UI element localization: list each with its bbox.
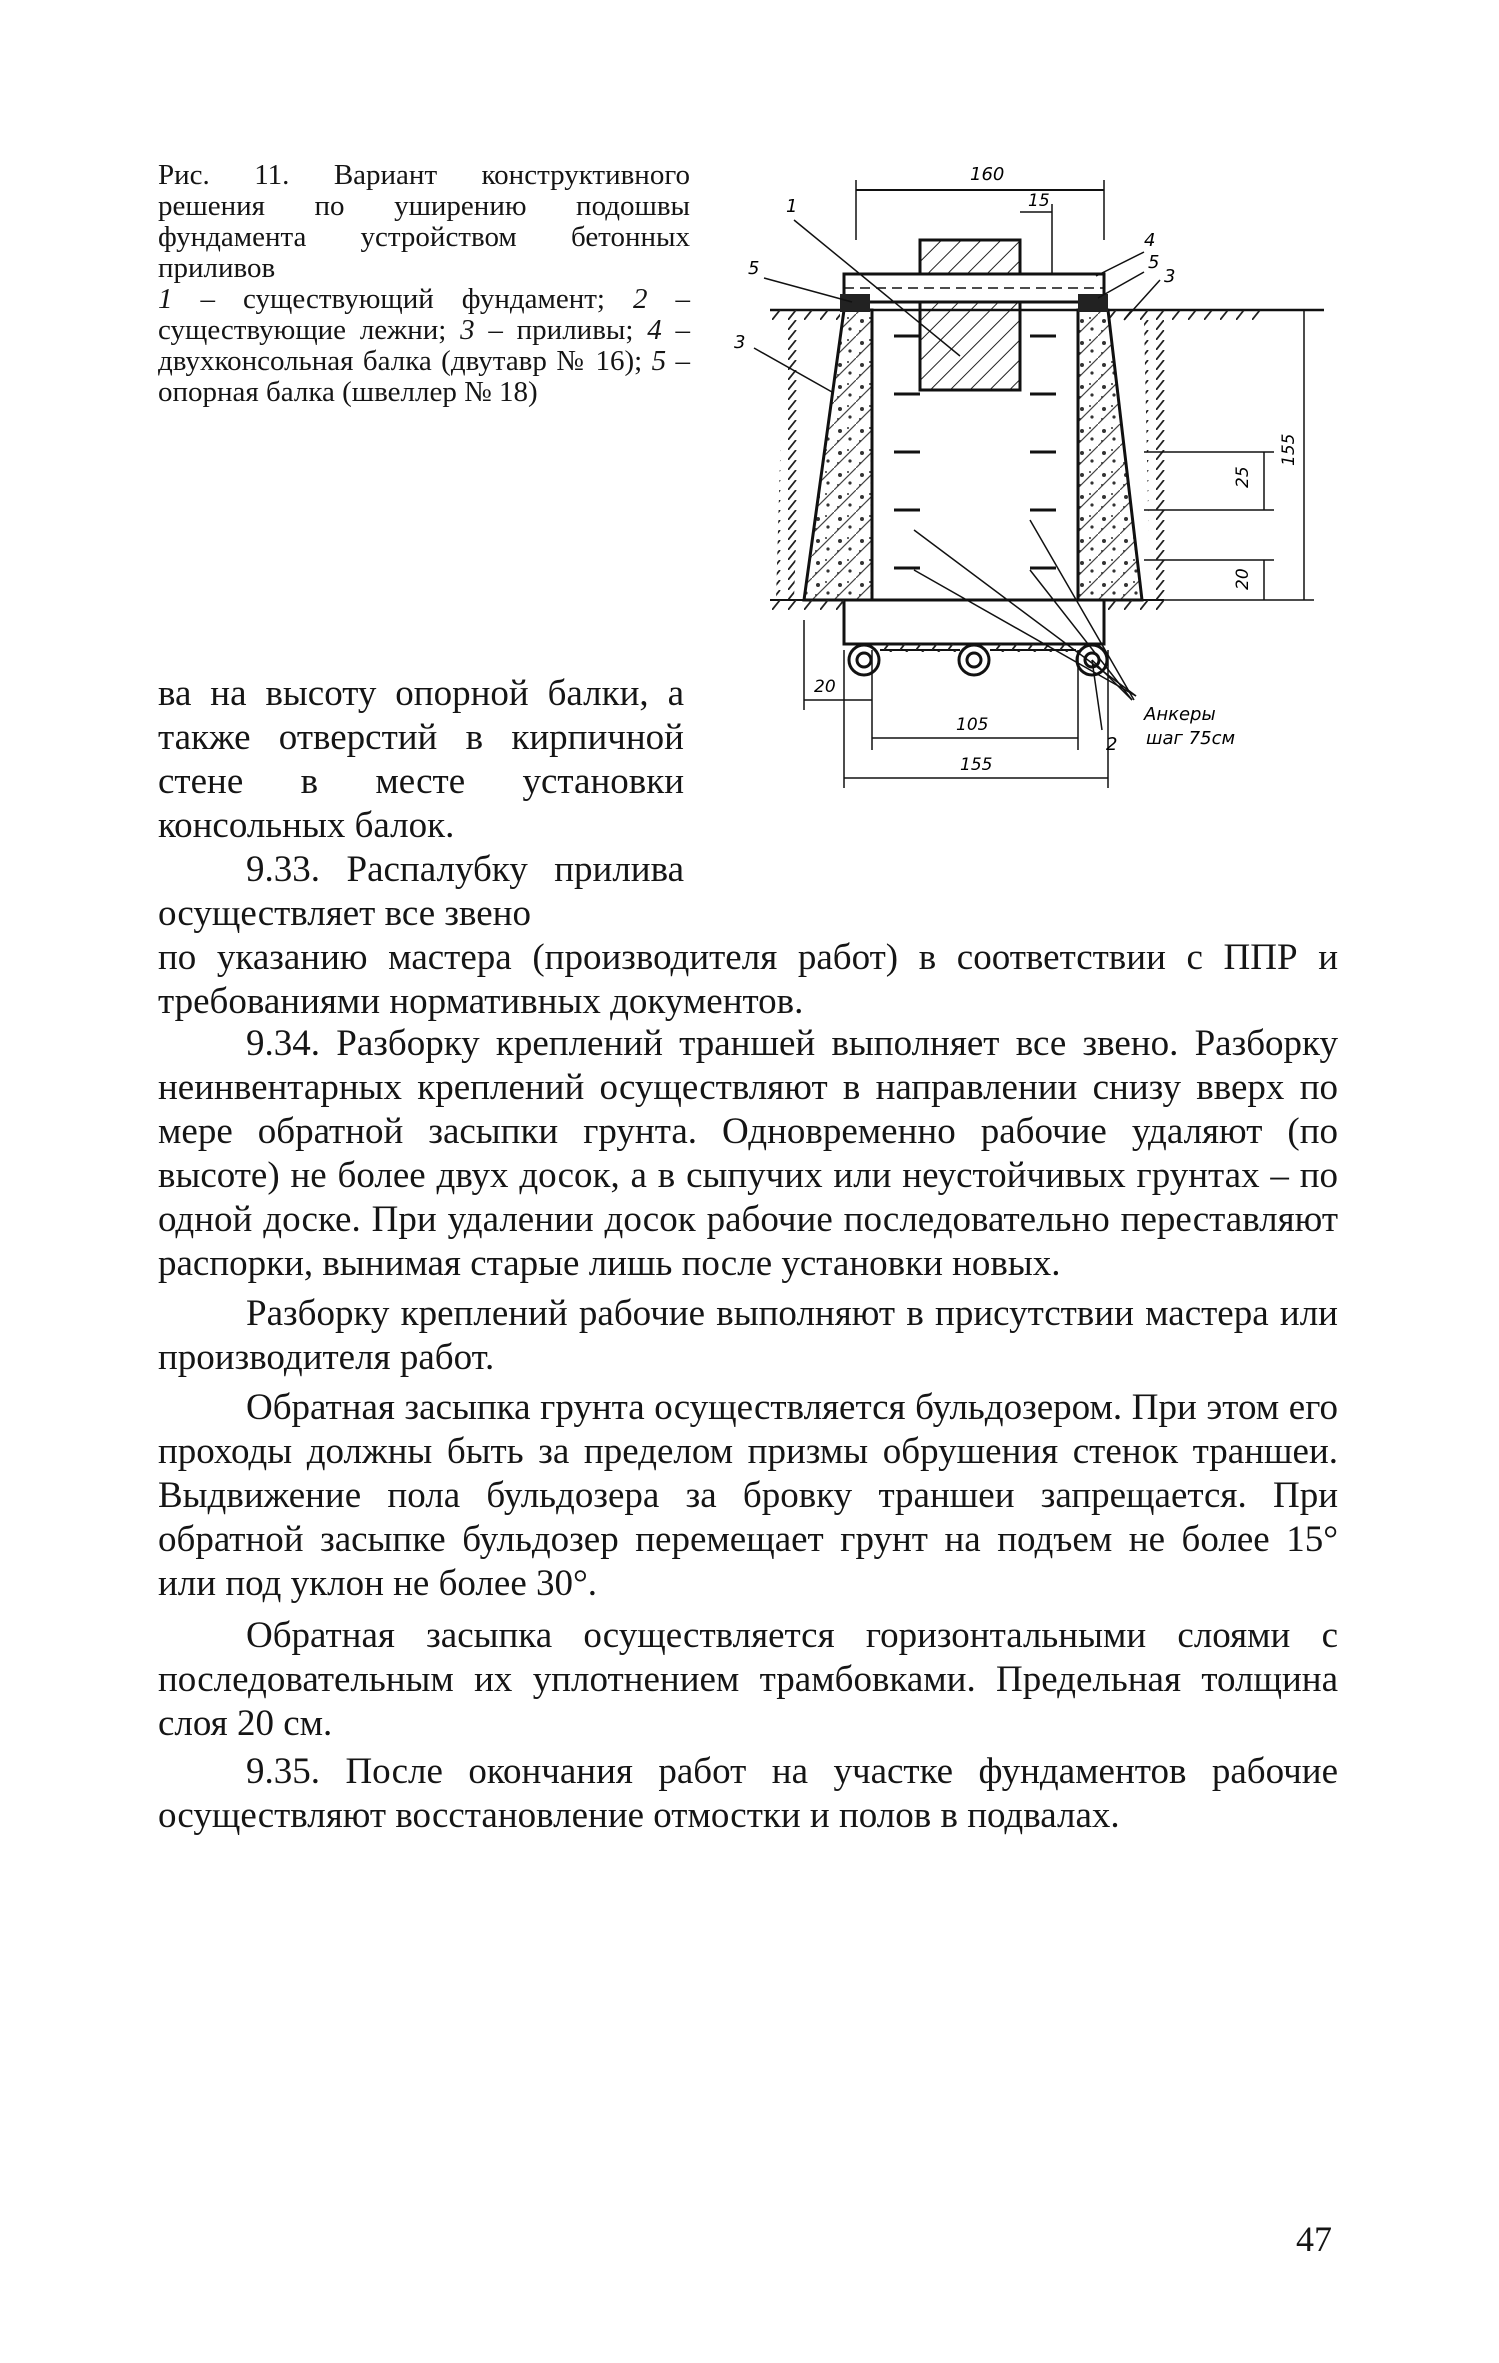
caption-title	[158, 160, 690, 284]
paragraph-9-35: 9.35. После окончания работ на участке фундаментов рабочие осуществляют восстановление отмостки и полов в подвалах.	[158, 1751, 1338, 1836]
legend-text-4: – двухконсольная балка (двутавр № 16);	[158, 314, 691, 377]
paragraph-9-34: 9.34. Разборку креплений траншей выполняет все звено. Разборку неинвентарных креплений осуществляют в направлении снизу вверх по мере обратной засыпки грунта. Одновременно рабочие удаляют (по высоте) не более двух досок, а в сыпучих или неустойчивых грунтах – по одной доске. При удалении досок рабочие последовательно переставляют распорки, вынимая старые лишь после установки новых.	[158, 1023, 1338, 1284]
legend-text-5: – опорная балка (швеллер № 18)	[158, 345, 690, 408]
label-2: 2	[1106, 734, 1118, 755]
left-concrete-prilive	[804, 310, 872, 600]
dim-beam-width: 15	[1028, 191, 1050, 211]
paragraph-dismantle: Разборку креплений рабочие выполняют в присутствии мастера или производителя работ.	[158, 1293, 1338, 1378]
legend-text-1: – существующий фундамент;	[172, 283, 633, 315]
dim-base-width: 155	[960, 755, 993, 775]
label-5-right: 5	[1148, 252, 1160, 273]
caption-legend	[158, 284, 690, 408]
anchors-label-line1: Анкеры	[1144, 704, 1216, 725]
legend-text-2: – существующие лежни;	[158, 283, 691, 346]
legend-num-3: 3	[460, 314, 475, 346]
anchors-label-line2: шаг 75см	[1146, 728, 1236, 749]
legend-num-5: 5	[651, 345, 667, 377]
dim-left-offset: 20	[814, 677, 836, 697]
foundation-cross-section-drawing	[724, 160, 1364, 880]
caption-fig-label: Рис. 11.	[158, 159, 290, 191]
caption-title-text: Вариант конструктивного решения по уширению подошвы фундамента устройством бетонных приливов	[158, 159, 690, 284]
paragraph-9-32-end	[158, 672, 684, 936]
label-1: 1	[786, 196, 798, 217]
p-9-33-start-text: 9.33. Распалубку прилива осуществляет все звено	[158, 849, 684, 934]
label-4: 4	[1144, 230, 1156, 251]
dim-top-width: 160	[970, 164, 1005, 185]
legend-text-3: – приливы;	[474, 314, 648, 346]
p-9-32-end-text: ва на высоту опорной балки, а также отверстий в кирпичной стене в месте установки консольных балок.	[158, 673, 684, 846]
label-5-left: 5	[748, 258, 760, 279]
existing-foundation	[920, 240, 1020, 390]
right-concrete-prilive	[1078, 310, 1142, 600]
dimension-top	[856, 164, 1104, 240]
paragraph-9-33-cont: по указанию мастера (производителя работ) в соответствии с ППР и требованиями нормативных документов.	[158, 937, 1338, 1022]
dim-anchor-spacing: 25	[1233, 466, 1253, 488]
figure-caption	[158, 160, 690, 408]
legend-num-2: 2	[632, 283, 648, 315]
label-3-right: 3	[1164, 266, 1176, 287]
legend-num-4: 4	[647, 314, 662, 346]
existing-sleeper-base	[844, 600, 1104, 644]
dim-inner-width: 105	[956, 715, 989, 735]
paragraph-backfill-2: Обратная засыпка осуществляется горизонтальными слоями с последовательным их уплотнением трамбовками. Предельная толщина слоя 20 см.	[158, 1615, 1338, 1744]
page-number: 47	[1296, 2219, 1332, 2259]
legend-num-1: 1	[158, 283, 173, 315]
dim-bottom-offset: 20	[1233, 568, 1253, 590]
dim-total-height: 155	[1279, 433, 1299, 466]
label-3-left: 3	[734, 332, 746, 353]
paragraph-backfill-1: Обратная засыпка грунта осуществляется бульдозером. При этом его проходы должны быть за пределом призмы обрушения стенок траншеи. Выдвижение пола бульдозера за бровку траншеи запрещается. При обратной засыпке бульдозер перемещает грунт на подъем не более 15° или под уклон не более 30°.	[158, 1387, 1338, 1604]
